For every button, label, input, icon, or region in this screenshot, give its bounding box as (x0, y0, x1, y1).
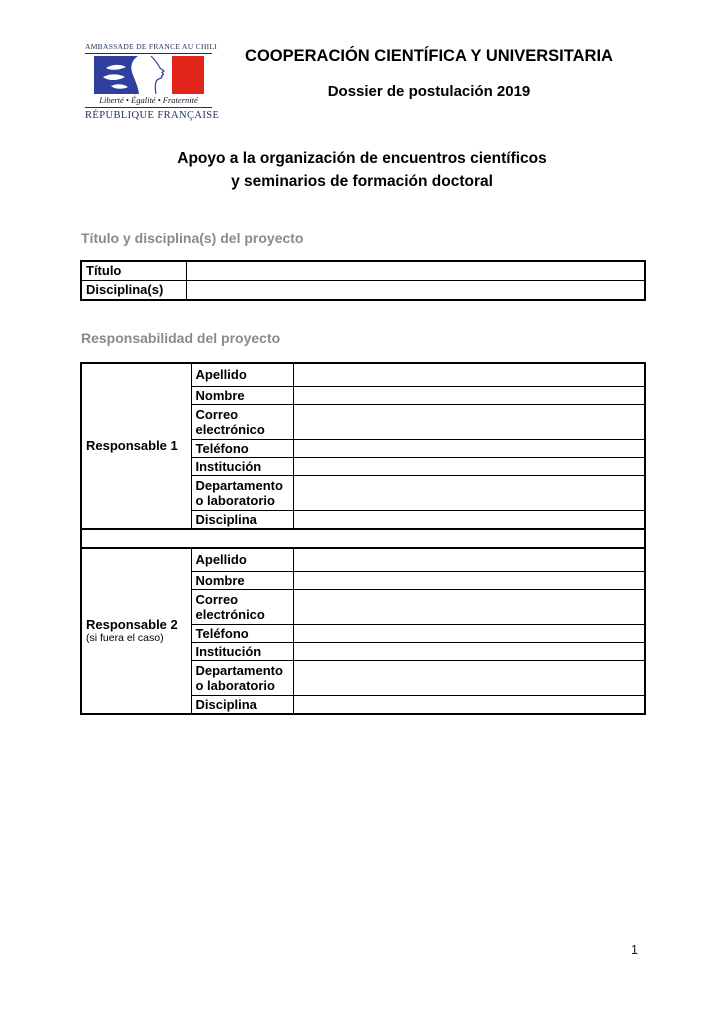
disciplina-value-cell[interactable] (293, 696, 645, 715)
institucion-value-cell[interactable] (293, 458, 645, 476)
apellido-value-cell[interactable] (293, 363, 645, 387)
table-row (81, 548, 645, 572)
titulo-label-cell: Título (81, 261, 186, 281)
document-title: COOPERACIÓN CIENTÍFICA Y UNIVERSITARIA (245, 47, 613, 65)
responsable-2-cell (81, 548, 191, 714)
telefono-label-cell: Teléfono (191, 440, 293, 458)
apellido-value-cell[interactable] (293, 548, 645, 572)
telefono-label-cell: Teléfono (191, 625, 293, 643)
program-heading-line2: y seminarios de formación doctoral (231, 173, 493, 190)
telefono-value-cell[interactable] (293, 440, 645, 458)
departamento-value-cell[interactable] (293, 661, 645, 696)
project-title-table (80, 260, 646, 301)
flag-red-band (172, 56, 204, 94)
disciplinas-label-cell: Disciplina(s) (81, 281, 186, 301)
spacer-cell (81, 529, 645, 548)
correo-value-cell[interactable] (293, 590, 645, 625)
departamento-value-cell[interactable] (293, 476, 645, 511)
nombre-label-cell: Nombre (191, 572, 293, 590)
spacer-row (81, 529, 645, 548)
table-row (81, 261, 645, 281)
telefono-value-cell[interactable] (293, 625, 645, 643)
french-embassy-logo (85, 42, 220, 121)
program-heading (0, 147, 724, 193)
nombre-value-cell[interactable] (293, 387, 645, 405)
institucion-label-cell: Institución (191, 458, 293, 476)
disciplina-value-cell[interactable] (293, 511, 645, 530)
disciplina-label-cell: Disciplina (191, 511, 293, 530)
disciplinas-value-cell[interactable] (186, 281, 645, 301)
correo-label-cell: Correo electrónico (191, 590, 293, 625)
program-heading-line1: Apoyo a la organización de encuentros científicos (177, 150, 547, 167)
responsable-1-cell (81, 363, 191, 529)
embassy-name: AMBASSADE DE FRANCE AU CHILI (85, 42, 212, 54)
nombre-label-cell: Nombre (191, 387, 293, 405)
responsibility-table (80, 362, 646, 715)
correo-label-cell: Correo electrónico (191, 405, 293, 440)
correo-value-cell[interactable] (293, 405, 645, 440)
apellido-label-cell: Apellido (191, 548, 293, 572)
responsibility-section-heading: Responsabilidad del proyecto (81, 330, 281, 346)
institucion-value-cell[interactable] (293, 643, 645, 661)
apellido-label-cell: Apellido (191, 363, 293, 387)
project-title-section-heading: Título y disciplina(s) del proyecto (81, 230, 304, 246)
institucion-label-cell: Institución (191, 643, 293, 661)
departamento-label-cell: Departamento o laboratorio (191, 661, 293, 696)
responsable-1-name: Responsable 1 (86, 437, 178, 453)
liberty-equality-fraternity-motto: Liberté • Égalité • Fraternité (85, 94, 212, 108)
page-number: 1 (631, 943, 638, 957)
nombre-value-cell[interactable] (293, 572, 645, 590)
table-row (81, 281, 645, 301)
table-row (81, 363, 645, 387)
document-subtitle: Dossier de postulación 2019 (327, 83, 531, 100)
responsable-2-name: Responsable 2 (86, 616, 178, 632)
republique-francaise-label: RÉPUBLIQUE FRANÇAISE (85, 110, 220, 121)
titulo-value-cell[interactable] (186, 261, 645, 281)
disciplina-label-cell: Disciplina (191, 696, 293, 715)
responsable-2-note: (si fuera el caso) (86, 631, 164, 644)
french-flag-marianne-icon (94, 56, 204, 94)
departamento-label-cell: Departamento o laboratorio (191, 476, 293, 511)
document-header (212, 47, 646, 100)
